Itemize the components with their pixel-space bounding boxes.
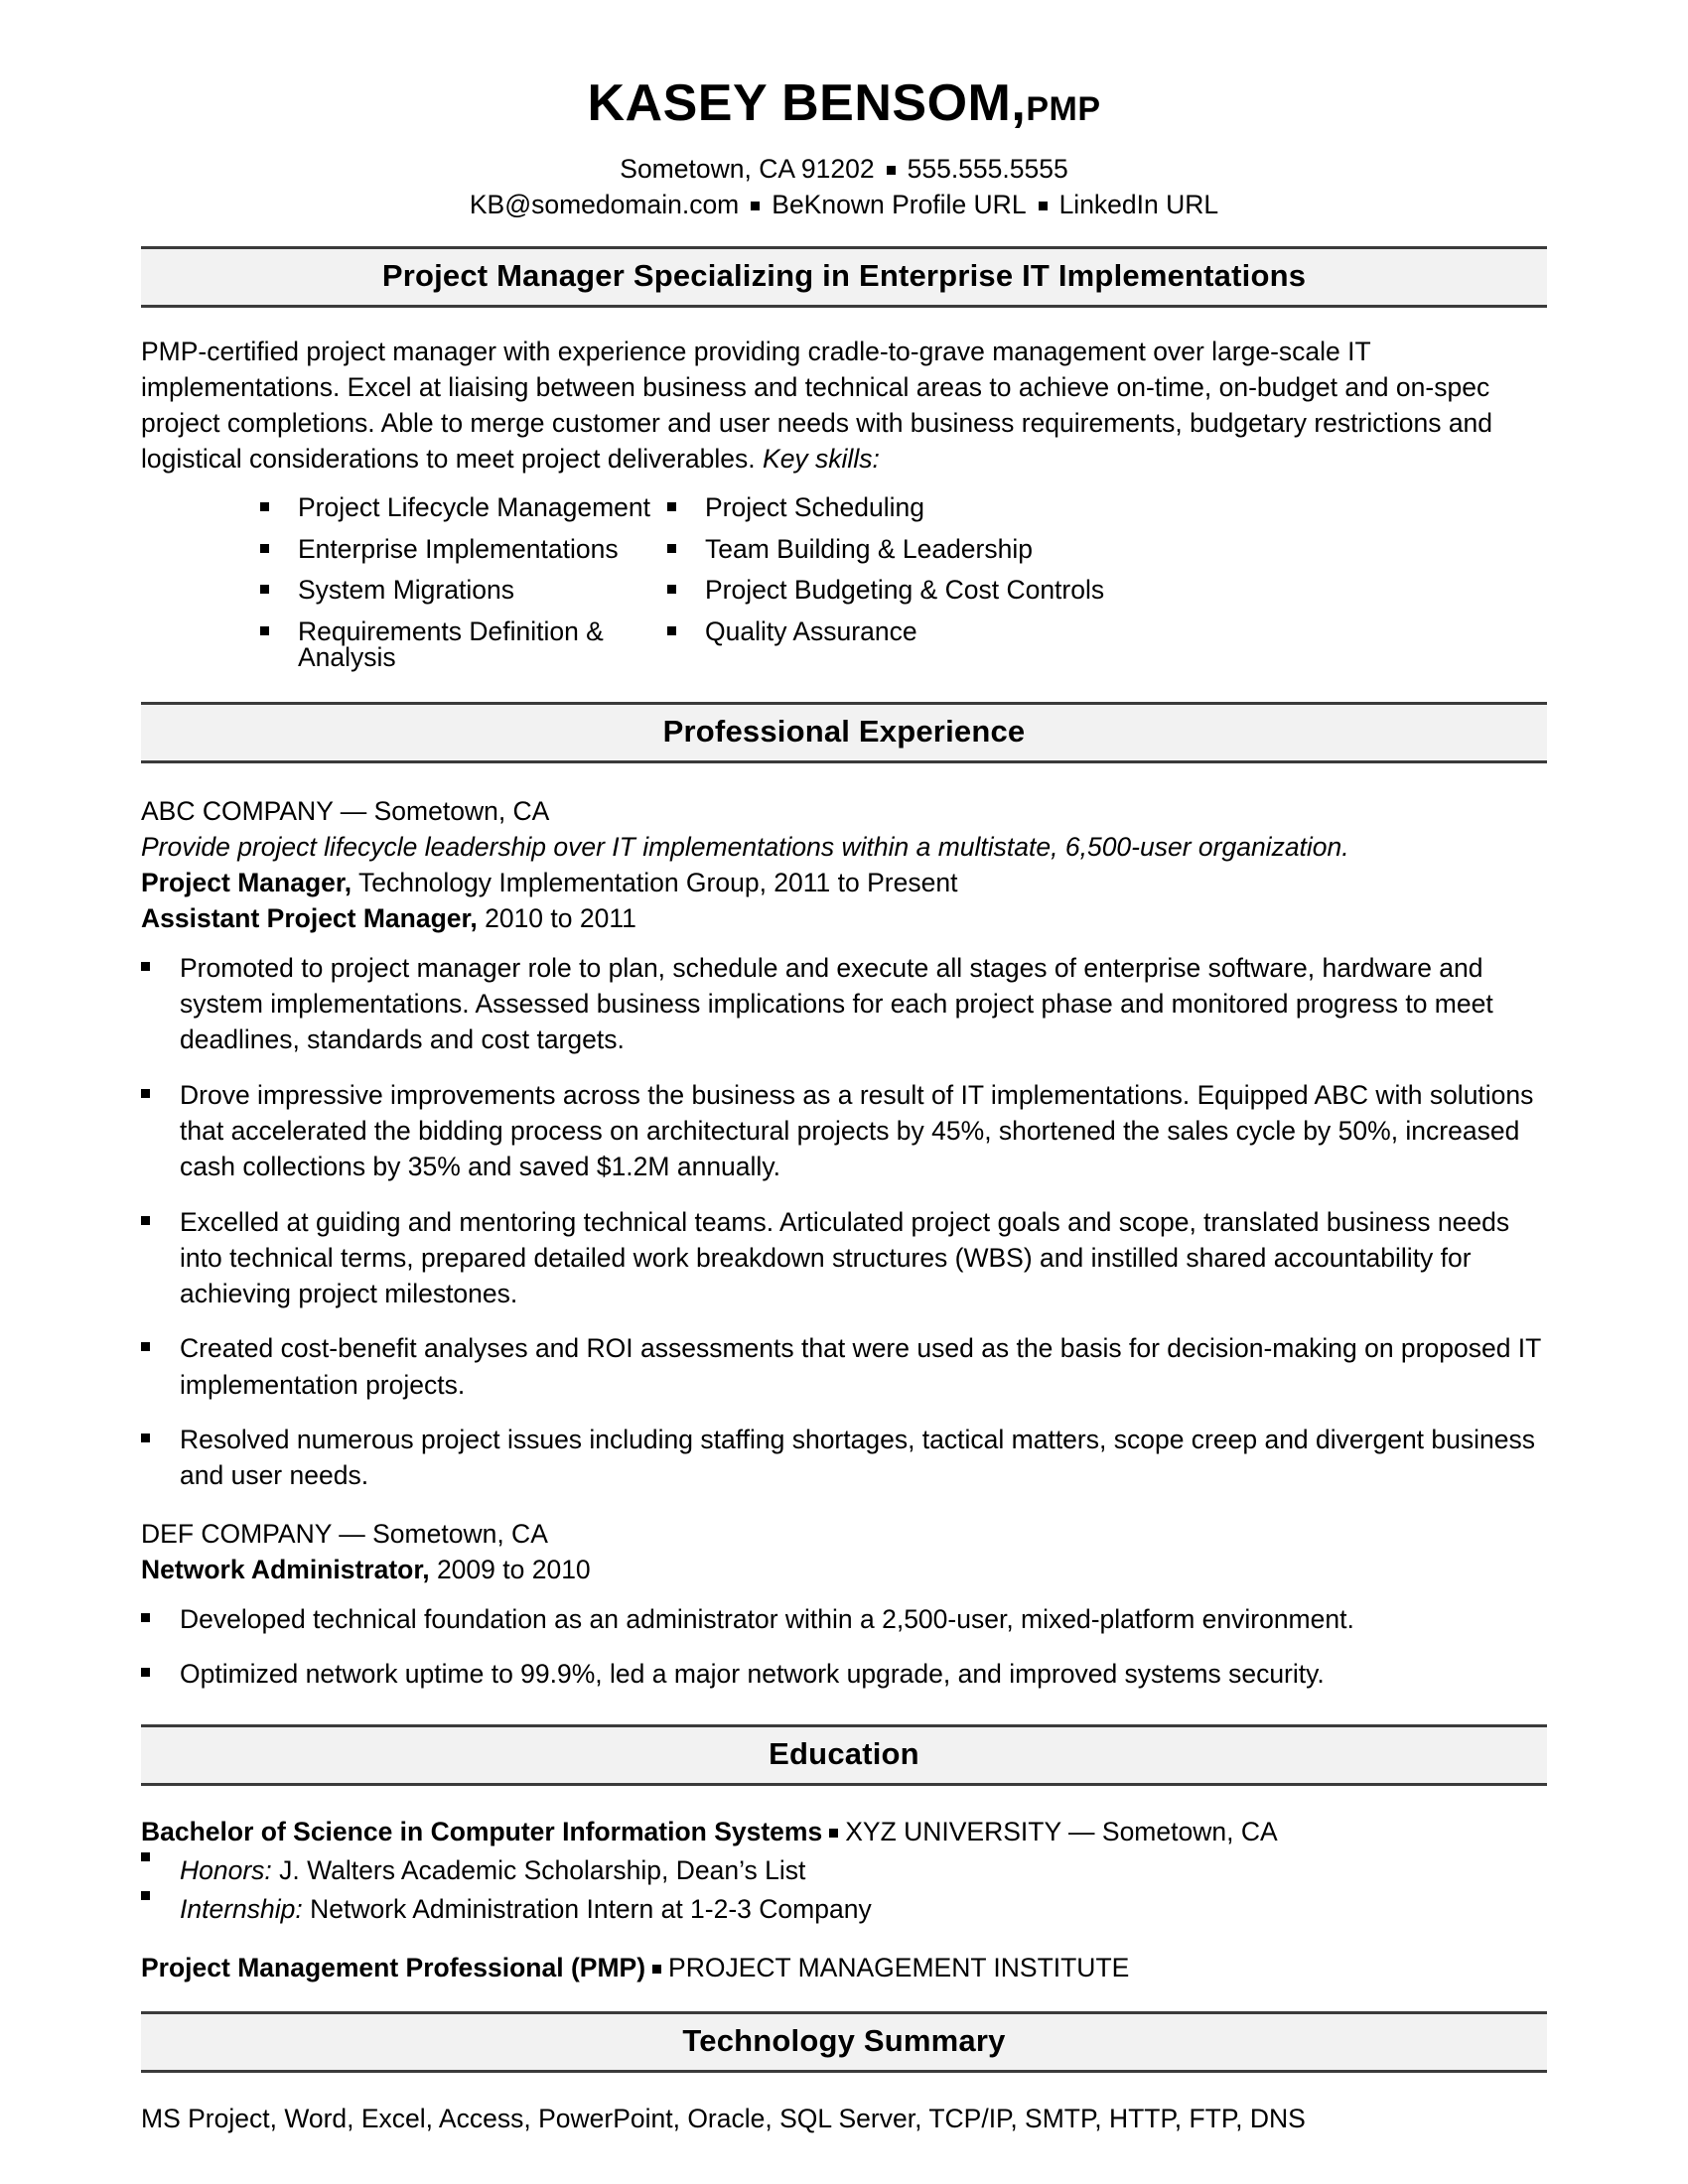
certification-row: [141, 1950, 1547, 1985]
education-detail-label: Honors:: [180, 1855, 272, 1886]
contact-beknown-url[interactable]: BeKnown Profile URL: [772, 190, 1027, 220]
experience-bullets: [141, 950, 1547, 1494]
bullet-text: Created cost-benefit analyses and ROI assessments that were used as the basis for decision-making on proposed IT implementation projects.: [180, 1333, 1541, 1400]
list-item: [260, 494, 667, 521]
contact-email[interactable]: KB@somedomain.com: [469, 190, 740, 220]
job-title: Assistant Project Manager,: [141, 902, 478, 933]
bullet-square-icon: [667, 626, 676, 635]
list-item: [667, 615, 1124, 646]
job-title: Project Manager,: [141, 867, 352, 897]
job-detail: 2010 to 2011: [477, 902, 636, 933]
experience-bullets: [141, 1601, 1547, 1693]
bullet-square-icon: [667, 544, 676, 553]
education-detail-text: [180, 1893, 872, 1924]
list-item: [141, 1204, 1547, 1312]
employer-name: DEF COMPANY — Sometown, CA: [141, 1518, 548, 1549]
bullet-text: Developed technical foundation as an administrator within a 2,500-user, mixed-platform environment.: [180, 1603, 1354, 1634]
bullet-square-icon: [141, 1342, 150, 1351]
technology-section-bar: [141, 2011, 1547, 2073]
technology-title: Technology Summary: [682, 2023, 1006, 2059]
skill-label: Project Scheduling: [705, 492, 924, 523]
contact-location: Sometown, CA 91202: [620, 154, 875, 184]
bullet-square-icon: [141, 962, 150, 971]
key-skills-right-column: [667, 494, 1124, 686]
separator-square-icon: [829, 1829, 838, 1838]
bullet-square-icon: [141, 1668, 150, 1677]
list-item: [260, 533, 667, 564]
bullet-square-icon: [141, 1613, 150, 1622]
education-detail-text: [180, 1857, 805, 1884]
bullet-square-icon: [260, 544, 269, 553]
bullet-square-icon: [141, 1433, 150, 1442]
education-detail-value: Network Administration Intern at 1-2-3 Company: [302, 1893, 872, 1924]
list-item: [667, 494, 1124, 521]
certification-issuer: PROJECT MANAGEMENT INSTITUTE: [668, 1953, 1130, 1983]
list-item: [141, 950, 1547, 1058]
job-title-row: [141, 865, 1547, 900]
list-item: [667, 533, 1124, 564]
employer-name: ABC COMPANY — Sometown, CA: [141, 795, 550, 826]
candidate-name: KASEY BENSOM,: [587, 74, 1027, 132]
list-item: [260, 577, 667, 604]
bullet-square-icon: [260, 626, 269, 635]
bullet-text: Resolved numerous project issues including staffing shortages, tactical matters, scope creep and divergent business and user needs.: [180, 1425, 1535, 1491]
education-detail-label: Internship:: [180, 1893, 303, 1924]
skill-label: Project Lifecycle Management: [298, 492, 650, 523]
education-detail-value: J. Walters Academic Scholarship, Dean’s List: [271, 1855, 806, 1886]
job-title-row: [141, 900, 1547, 936]
job-detail: Technology Implementation Group, 2011 to Present: [352, 867, 958, 897]
list-item: [141, 1330, 1547, 1403]
job-title-row: [141, 1552, 1547, 1587]
contact-line-secondary: [141, 187, 1547, 222]
education-degree-row: [141, 1814, 1547, 1849]
list-item: [141, 1422, 1547, 1494]
professional-summary: [141, 334, 1547, 477]
education-title: Education: [769, 1736, 919, 1772]
job-title: Network Administrator,: [141, 1554, 430, 1584]
separator-square-icon: [751, 202, 760, 210]
employer-note: Provide project lifecycle leadership over IT implementations within a multistate, 6,500-user organization.: [141, 831, 1349, 862]
key-skills-label: Key skills:: [763, 444, 880, 475]
skill-label: Project Budgeting & Cost Controls: [705, 575, 1105, 606]
list-item: [141, 1893, 1547, 1924]
separator-square-icon: [887, 166, 896, 175]
key-skills-list: [141, 494, 1547, 686]
list-item: [141, 1656, 1547, 1692]
list-item: [141, 1857, 1547, 1884]
school-name: XYZ UNIVERSITY — Sometown, CA: [845, 1817, 1278, 1847]
experience-title: Professional Experience: [662, 713, 1026, 749]
candidate-credential: PMP: [1026, 90, 1101, 128]
job-detail: 2009 to 2010: [429, 1554, 591, 1584]
education-details: [141, 1857, 1547, 1922]
list-item: [260, 615, 667, 673]
contact-linkedin-url[interactable]: LinkedIn URL: [1058, 190, 1219, 220]
contact-phone: 555.555.5555: [907, 154, 1068, 184]
bullet-square-icon: [667, 502, 676, 511]
separator-square-icon: [652, 1965, 661, 1974]
bullet-text: Drove impressive improvements across the business as a result of IT implementations. Equipped ABC with solutions that accelerated the bidding process on architectural projects by 45%, shortened the sales cycle by 50%, increased cash collections by 35% and saved $1.2M annually.: [180, 1079, 1534, 1182]
bullet-square-icon: [141, 1852, 150, 1861]
skill-label: Quality Assurance: [705, 615, 917, 646]
list-item: [141, 1077, 1547, 1185]
education-section-bar: [141, 1724, 1547, 1786]
bullet-text: Excelled at guiding and mentoring technical teams. Articulated project goals and scope, translated business needs into technical terms, prepared detailed work breakdown structures (WBS) and instilled shared accountability for achieving project milestones.: [180, 1206, 1510, 1309]
technology-list: MS Project, Word, Excel, Access, PowerPoint, Oracle, SQL Server, TCP/IP, SMTP, HTTP, FTP, DNS: [141, 2104, 1306, 2134]
skill-label: Team Building & Leadership: [705, 533, 1033, 564]
bullet-square-icon: [260, 585, 269, 594]
summary-body: PMP-certified project manager with experience providing cradle-to-grave management over large-scale IT implementations. Excel at liaising between business and technical areas to achieve on-time, on-budget and on-spec project completions. Able to merge customer and user needs with business requirements, budgetary restrictions and logistical considerations to meet project deliverables.: [141, 337, 1493, 475]
bullet-square-icon: [141, 1891, 150, 1900]
degree-name: Bachelor of Science in Computer Information Systems: [141, 1817, 823, 1847]
page-title: [141, 74, 1547, 132]
bullet-square-icon: [141, 1216, 150, 1225]
skill-label: Enterprise Implementations: [298, 533, 619, 564]
bullet-text: Optimized network uptime to 99.9%, led a major network upgrade, and improved systems security.: [180, 1659, 1325, 1690]
skill-label: Requirements Definition & Analysis: [298, 615, 604, 673]
skill-label: System Migrations: [298, 575, 514, 606]
list-item: [141, 1601, 1547, 1637]
bullet-text: Promoted to project manager role to plan, schedule and execute all stages of enterprise software, hardware and system implementations. Assessed business implications for each project phase and monitored progress to meet deadlines, standards and cost targets.: [180, 952, 1493, 1055]
list-item: [667, 577, 1124, 604]
contact-line-primary: [141, 151, 1547, 187]
separator-square-icon: [1039, 202, 1048, 210]
certification-name: Project Management Professional (PMP): [141, 1953, 646, 1983]
bullet-square-icon: [667, 585, 676, 594]
headline-section-bar: [141, 246, 1547, 308]
bullet-square-icon: [260, 502, 269, 511]
experience-section-bar: [141, 702, 1547, 763]
headline-title: Project Manager Specializing in Enterprise IT Implementations: [381, 258, 1307, 294]
bullet-square-icon: [141, 1089, 150, 1098]
key-skills-left-column: [260, 494, 667, 686]
